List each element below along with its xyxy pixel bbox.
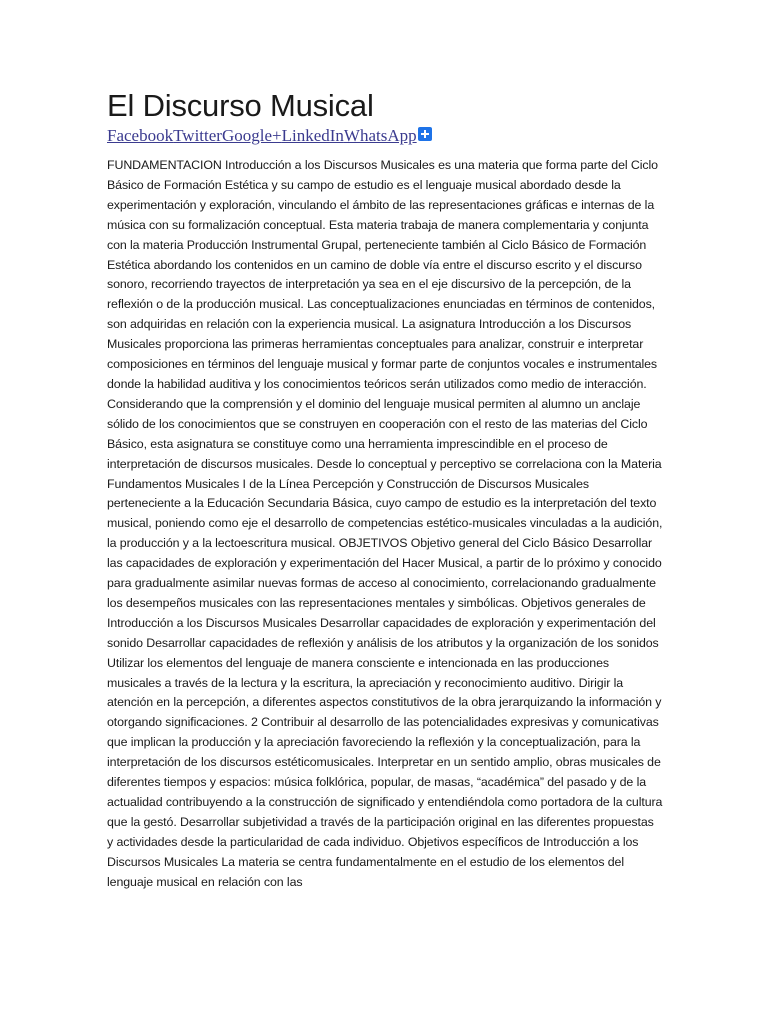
document-title: El Discurso Musical: [107, 88, 374, 123]
document-body: FUNDAMENTACION Introducción a los Discursos Musicales es una materia que forma parte del Ciclo Básico de Formación Estética y su campo de estudio es el lenguaje musical abordado desde la experimentación y exploración, vinculando el ámbito de las representaciones gráficas e internas de la música con su formalización conceptual. Esta materia trabaja de manera complementaria y conjunta con la materia Producción Instrumental Grupal, perteneciente también al Ciclo Básico de Formación Estética abordando los contenidos en un camino de doble vía entre el discurso escrito y el discurso sonoro, recorriendo trayectos de interpretación ya sea en el eje discursivo de la percepción, de la reflexión o de la producción musical. Las conceptualizaciones enunciadas en términos de contenidos, son adquiridas en relación con la experiencia musical. La asignatura Introducción a los Discursos Musicales proporciona las primeras herramientas conceptuales para analizar, construir e interpretar composiciones en términos del lenguaje musical y formar parte de conjuntos vocales e instrumentales donde la habilidad auditiva y los conocimientos teóricos serán utilizados como medio de interacción. Considerando que la comprensión y el dominio del lenguaje musical permiten al alumno un anclaje sólido de los conocimientos que se construyen en cooperación con el resto de las materias del Ciclo Básico, esta asignatura se constituye como una herramienta imprescindible en el proceso de interpretación de discursos musicales. Desde lo conceptual y perceptivo se correlaciona con la Materia Fundamentos Musicales I de la Línea Percepción y Construcción de Discursos Musicales perteneciente a la Educación Secundaria Básica, cuyo campo de estudio es la interpretación del texto musical, poniendo como eje el desarrollo de competencias estético-musicales vinculadas a la audición, la producción y a la lectoescritura musical. OBJETIVOS Objetivo general del Ciclo Básico Desarrollar las capacidades de exploración y experimentación del Hacer Musical, a partir de lo próximo y conocido para gradualmente asimilar nuevas formas de acceso al conocimiento, correlacionando gradualmente los desempeños musicales con las representaciones mentales y simbólicas. Objetivos generales de Introducción a los Discursos Musicales Desarrollar capacidades de exploración y experimentación del sonido Desarrollar capacidades de reflexión y análisis de los atributos y la organización de los sonidos Utilizar los elementos del lenguaje de manera consciente e intencionada en las producciones musicales a través de la lectura y la escritura, la apreciación y reconocimiento auditivo. Dirigir la atención en la percepción, a diferentes aspectos constitutivos de la obra jerarquizando la información y otorgando significaciones. 2 Contribuir al desarrollo de las potencialidades expresivas y comunicativas que implican la producción y la apreciación favoreciendo la reflexión y la conceptualización, para la interpretación de los discursos estéticomusicales. Interpretar en un sentido amplio, obras musicales de diferentes tiempos y espacios: música folklórica, popular, de masas, “académica” del pasado y de la actualidad contribuyendo a la construcción de significado y entendiéndola como portadora de la cultura que la gestó. Desarrollar subjetividad a través de la participación original en las diferentes propuestas y actividades desde la particularidad de cada individuo. Objetivos específicos de Introducción a los Discursos Musicales La materia se centra fundamentalmente en el estudio de los elementos del lenguaje musical en relación con las: [107, 158, 663, 889]
share-more-plus-icon[interactable]: [418, 127, 432, 141]
share-google-plus-link[interactable]: Google+: [221, 126, 282, 145]
share-facebook-link[interactable]: Facebook: [107, 126, 174, 145]
share-twitter-link[interactable]: Twitter: [173, 126, 222, 145]
share-whatsapp-link[interactable]: WhatsApp: [343, 126, 417, 145]
share-linkedin-link[interactable]: LinkedIn: [281, 126, 344, 145]
document-page: [107, 88, 663, 893]
share-bar: [107, 126, 663, 146]
